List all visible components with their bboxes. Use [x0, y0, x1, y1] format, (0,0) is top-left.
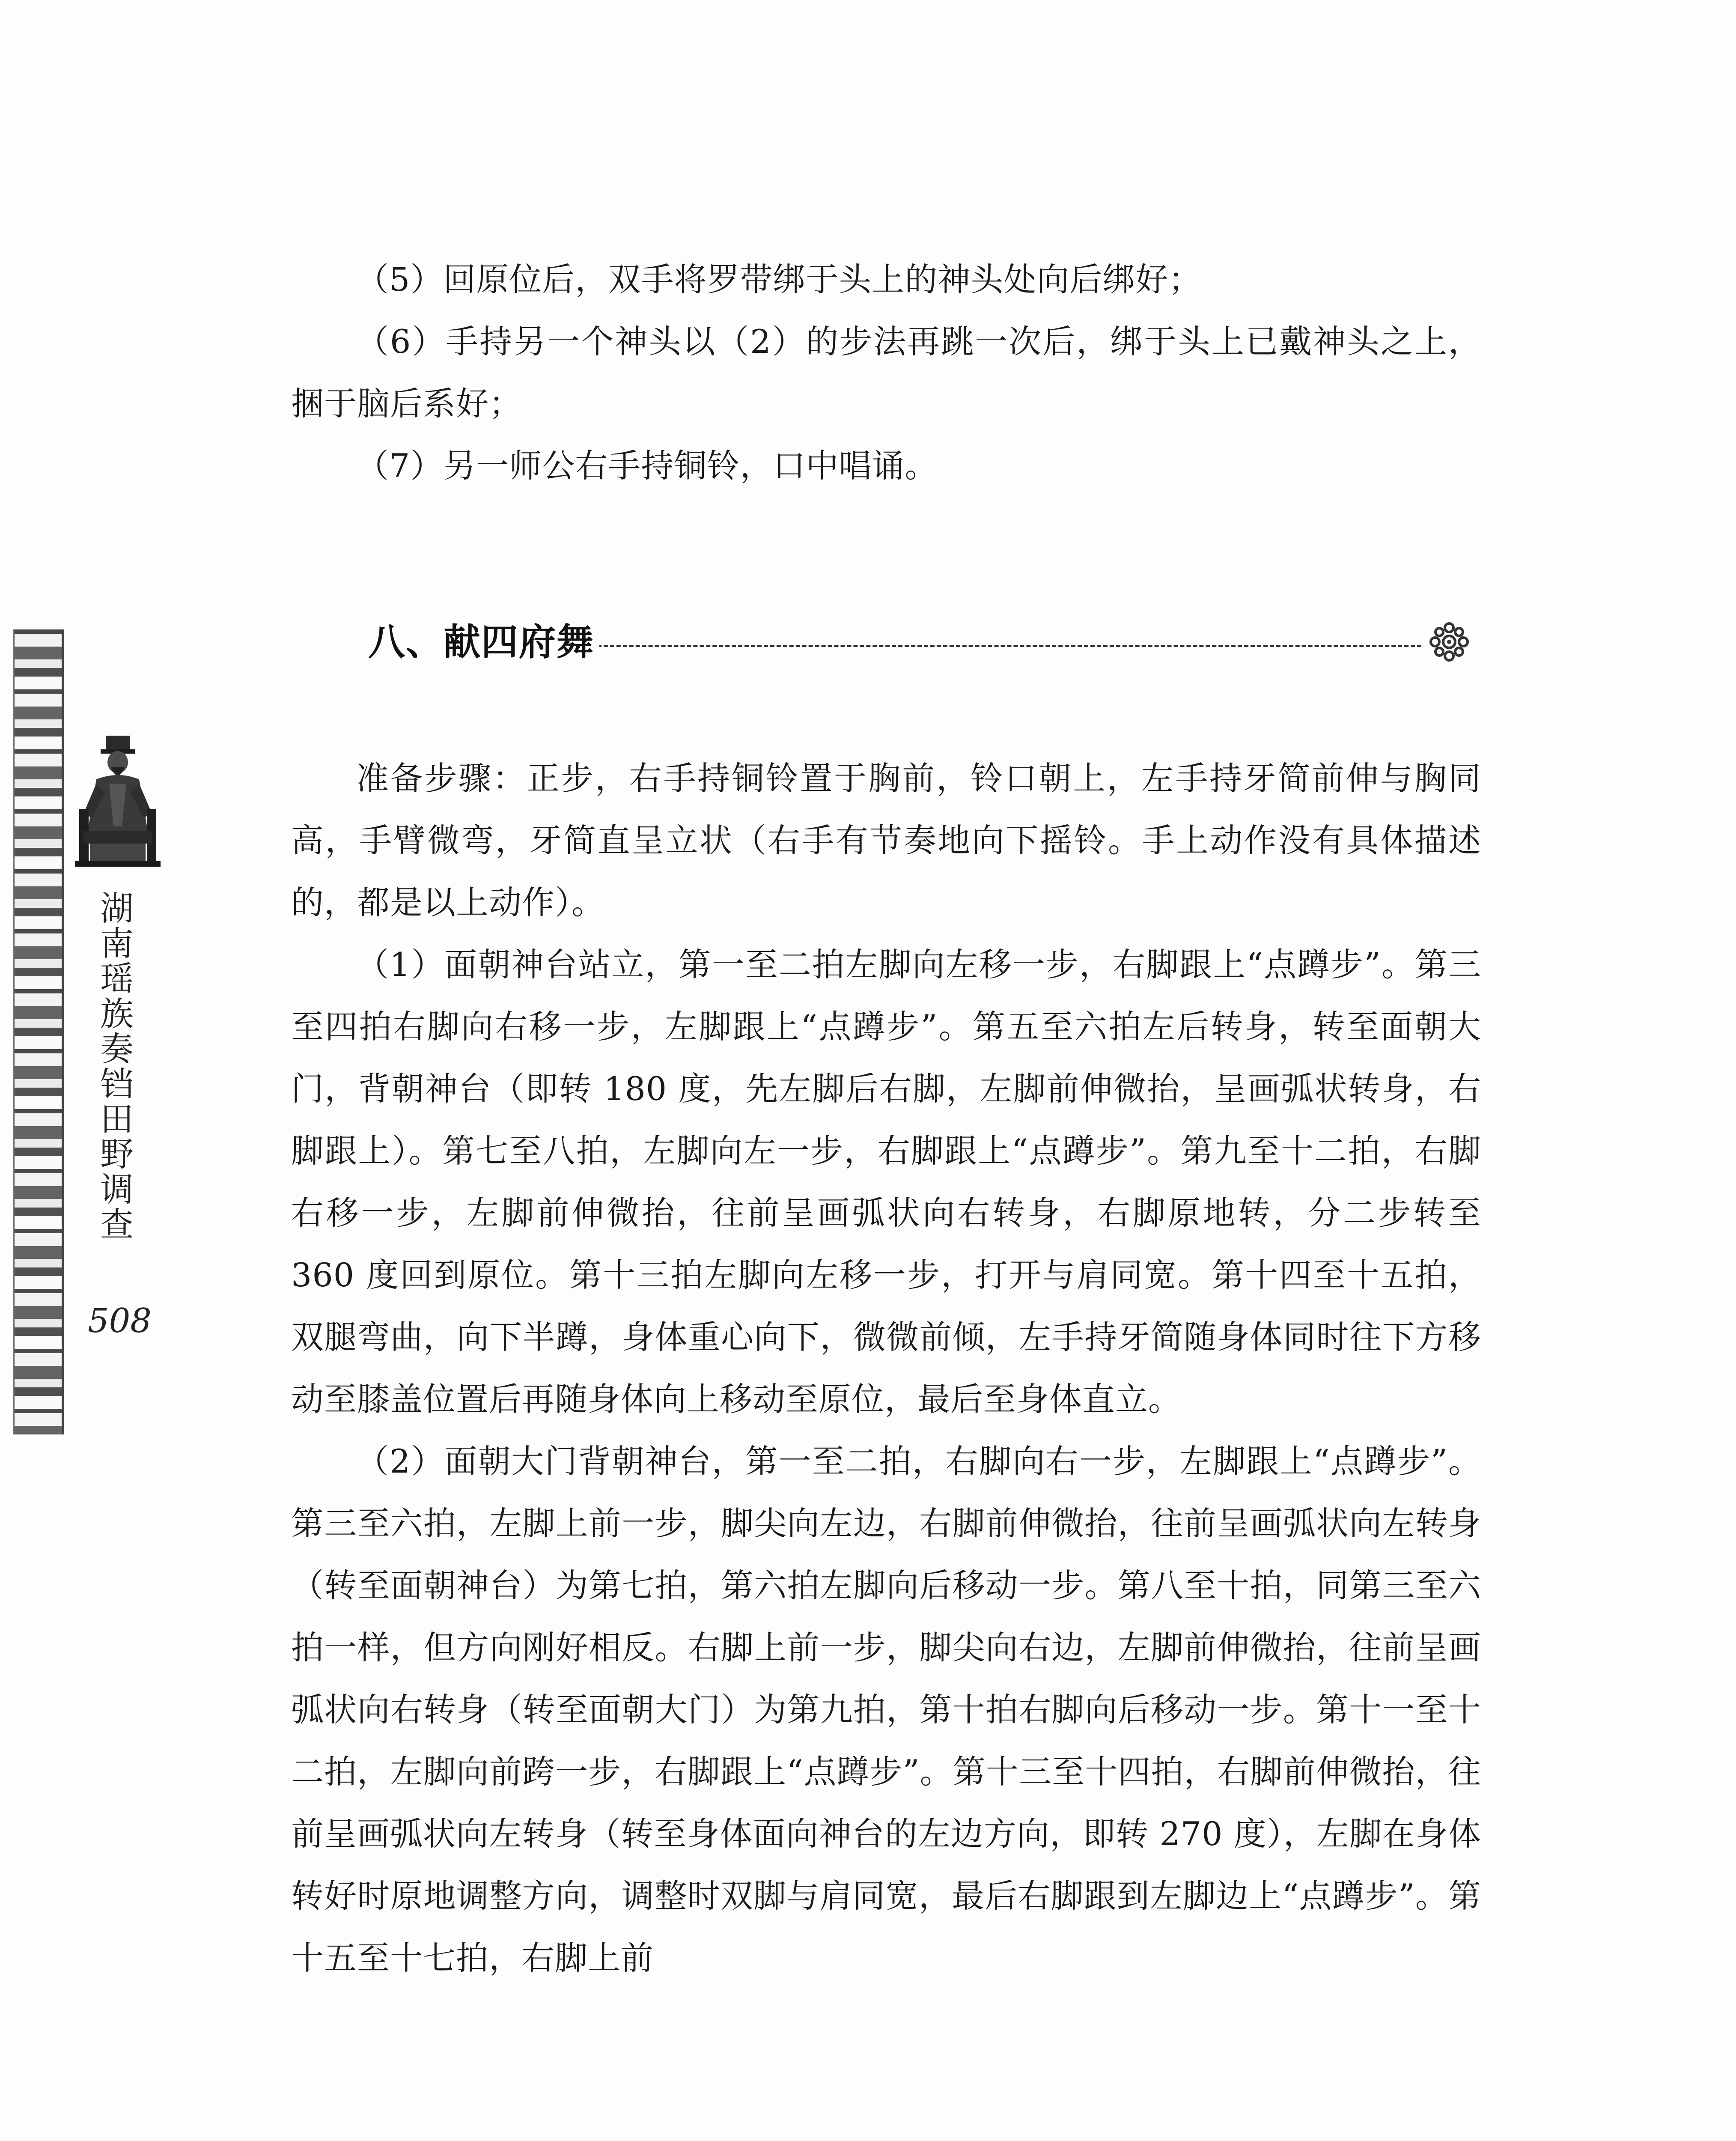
paragraph: 准备步骤：正步，右手持铜铃置于胸前，铃口朝上，左手持牙简前伸与胸同高，手臂微弯，牙简直呈立状（右手有节奏地向下摇铃。手上动作没有具体描述的，都是以上动作）。	[291, 759, 1481, 921]
decorative-border-strip	[13, 629, 64, 1434]
paragraph: （1）面朝神台站立，第一至二拍左脚向左移一步，右脚跟上“点蹲步”。第三至四拍右脚向右移一步，左脚跟上“点蹲步”。第五至六拍左后转身，转至面朝大门，背朝神台（即转 180 度，先左脚后右脚，左脚前伸微抬，呈画弧状转身，右脚跟上）。第七至八拍，左脚向左一步，右脚跟上“点蹲步”。第九至十二拍，右脚右移一步，左脚前伸微抬，往前呈画弧状向右转身，右脚原地转，分二步转至 360 度回到原位。第十三拍左脚向左移一步，打开与肩同宽。第十四至十五拍，双腿弯曲，向下半蹲，身体重心向下，微微前倾，左手持牙简随身体同时往下方移动至膝盖位置后再随身体向上移动至原位，最后至身体直立。	[291, 945, 1481, 1418]
paragraph: （7）另一师公右手持铜铃，口中唱诵。	[356, 447, 938, 485]
main-paragraphs	[291, 747, 1481, 1989]
page-number: 508	[88, 1302, 152, 1340]
section-heading	[368, 617, 1473, 668]
paragraph: （6）手持另一个神头以（2）的步法再跳一次后，绑于头上已戴神头之上，捆于脑后系好；	[291, 322, 1481, 423]
seated-figure-portrait	[66, 732, 169, 869]
section-title: 八、献四府舞	[368, 617, 599, 668]
book-vertical-title: 湖南瑶族奏铛田野调查	[95, 891, 133, 1242]
heading-dashed-rule	[591, 645, 1421, 647]
flower-ornament-icon	[1426, 618, 1473, 665]
top-paragraphs	[291, 248, 1481, 497]
paragraph: （2）面朝大门背朝神台，第一至二拍，右脚向右一步，左脚跟上“点蹲步”。第三至六拍，左脚上前一步，脚尖向左边，右脚前伸微抬，往前呈画弧状向左转身（转至面朝神台）为第七拍，第六拍左脚向后移动一步。第八至十拍，同第三至六拍一样，但方向刚好相反。右脚上前一步，脚尖向右边，左脚前伸微抬，往前呈画弧状向右转身（转至面朝大门）为第九拍，第十拍右脚向后移动一步。第十一至十二拍，左脚向前跨一步，右脚跟上“点蹲步”。第十三至十四拍，右脚前伸微抬，往前呈画弧状向左转身（转至身体面向神台的左边方向，即转 270 度），左脚在身体转好时原地调整方向，调整时双脚与肩同宽，最后右脚跟到左脚边上“点蹲步”。第十五至十七拍，右脚上前	[291, 1442, 1481, 1977]
paragraph: （5）回原位后，双手将罗带绑于头上的神头处向后绑好；	[356, 260, 1202, 298]
